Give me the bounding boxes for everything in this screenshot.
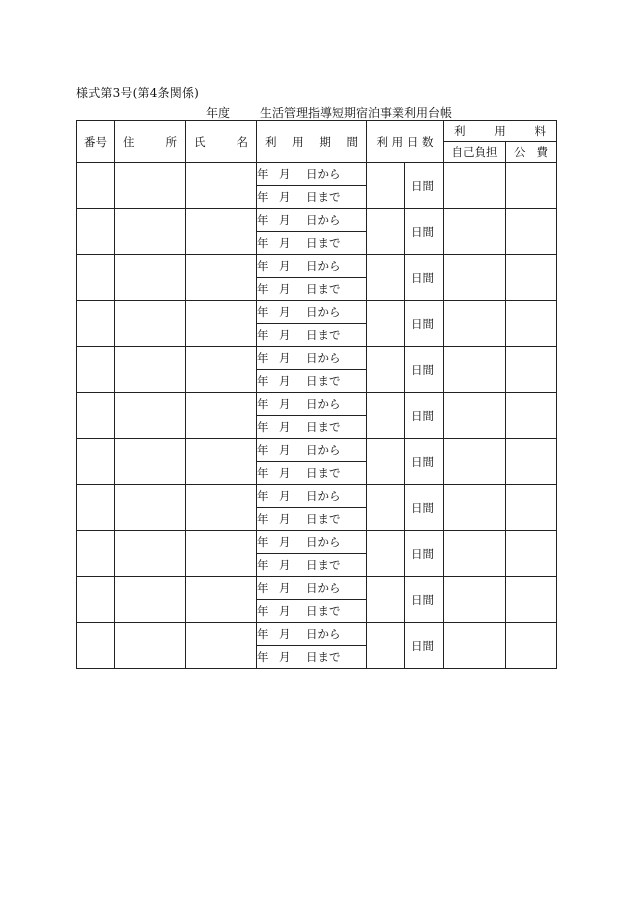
table-row (77, 301, 557, 324)
cell-number[interactable] (77, 393, 115, 439)
col-header-address: 住 所 (115, 121, 186, 163)
table-row (77, 209, 557, 232)
cell-period-from[interactable]: 年 月 日から (257, 439, 367, 462)
cell-number[interactable] (77, 301, 115, 347)
cell-name[interactable] (186, 347, 257, 393)
table-row (77, 255, 557, 278)
cell-period-to[interactable]: 年 月 日まで (257, 278, 367, 301)
cell-days-unit: 日間 (405, 301, 444, 347)
cell-period-from[interactable]: 年 月 日から (257, 347, 367, 370)
cell-name[interactable] (186, 577, 257, 623)
cell-days-unit: 日間 (405, 439, 444, 485)
table-row (77, 347, 557, 370)
cell-period-to[interactable]: 年 月 日まで (257, 186, 367, 209)
cell-address[interactable] (115, 393, 186, 439)
cell-period-from[interactable]: 年 月 日から (257, 209, 367, 232)
cell-number[interactable] (77, 623, 115, 669)
cell-days-unit: 日間 (405, 623, 444, 669)
cell-period-from[interactable]: 年 月 日から (257, 485, 367, 508)
cell-self-pay[interactable] (444, 439, 506, 485)
table-row (77, 623, 557, 646)
cell-days-blank[interactable] (367, 393, 405, 439)
cell-address[interactable] (115, 255, 186, 301)
cell-address[interactable] (115, 163, 186, 209)
cell-self-pay[interactable] (444, 393, 506, 439)
cell-name[interactable] (186, 255, 257, 301)
cell-number[interactable] (77, 577, 115, 623)
cell-number[interactable] (77, 439, 115, 485)
col-header-name: 氏 名 (186, 121, 257, 163)
cell-name[interactable] (186, 209, 257, 255)
col-header-self-pay: 自己負担 (444, 142, 506, 163)
cell-period-from[interactable]: 年 月 日から (257, 577, 367, 600)
cell-period-to[interactable]: 年 月 日まで (257, 646, 367, 669)
cell-days-blank[interactable] (367, 347, 405, 393)
cell-number[interactable] (77, 209, 115, 255)
cell-public[interactable] (506, 301, 557, 347)
cell-name[interactable] (186, 163, 257, 209)
cell-period-to[interactable]: 年 月 日まで (257, 324, 367, 347)
cell-days-unit: 日間 (405, 485, 444, 531)
cell-self-pay[interactable] (444, 623, 506, 669)
cell-days-unit: 日間 (405, 163, 444, 209)
table-row (77, 577, 557, 600)
form-number: 様式第3号(第4条関係) (76, 86, 200, 100)
col-header-fee: 利 用 料 (444, 121, 557, 142)
cell-public[interactable] (506, 393, 557, 439)
table-row (77, 439, 557, 462)
cell-number[interactable] (77, 531, 115, 577)
cell-public[interactable] (506, 439, 557, 485)
col-header-days: 利 用 日 数 (367, 121, 444, 163)
cell-public[interactable] (506, 163, 557, 209)
cell-period-from[interactable]: 年 月 日から (257, 301, 367, 324)
cell-address[interactable] (115, 577, 186, 623)
cell-self-pay[interactable] (444, 347, 506, 393)
cell-period-to[interactable]: 年 月 日まで (257, 462, 367, 485)
cell-days-blank[interactable] (367, 209, 405, 255)
cell-days-unit: 日間 (405, 531, 444, 577)
col-header-number: 番号 (77, 121, 115, 163)
cell-days-unit: 日間 (405, 347, 444, 393)
cell-days-blank[interactable] (367, 439, 405, 485)
cell-period-to[interactable]: 年 月 日まで (257, 554, 367, 577)
cell-period-from[interactable]: 年 月 日から (257, 623, 367, 646)
cell-period-from[interactable]: 年 月 日から (257, 531, 367, 554)
cell-days-unit: 日間 (405, 255, 444, 301)
cell-address[interactable] (115, 347, 186, 393)
cell-days-blank[interactable] (367, 577, 405, 623)
table-row (77, 393, 557, 416)
cell-number[interactable] (77, 485, 115, 531)
cell-address[interactable] (115, 209, 186, 255)
cell-address[interactable] (115, 531, 186, 577)
col-header-period: 利 用 期 間 (257, 121, 367, 163)
ledger-title-text: 生活管理指導短期宿泊事業利用台帳 (260, 106, 453, 120)
cell-period-to[interactable]: 年 月 日まで (257, 370, 367, 393)
cell-self-pay[interactable] (444, 255, 506, 301)
cell-period-from[interactable]: 年 月 日から (257, 163, 367, 186)
cell-name[interactable] (186, 439, 257, 485)
cell-name[interactable] (186, 623, 257, 669)
cell-address[interactable] (115, 623, 186, 669)
cell-period-from[interactable]: 年 月 日から (257, 393, 367, 416)
cell-days-unit: 日間 (405, 209, 444, 255)
cell-name[interactable] (186, 531, 257, 577)
cell-period-to[interactable]: 年 月 日まで (257, 416, 367, 439)
cell-public[interactable] (506, 255, 557, 301)
cell-name[interactable] (186, 301, 257, 347)
cell-address[interactable] (115, 301, 186, 347)
cell-days-blank[interactable] (367, 485, 405, 531)
cell-public[interactable] (506, 347, 557, 393)
cell-days-blank[interactable] (367, 255, 405, 301)
cell-period-to[interactable]: 年 月 日まで (257, 232, 367, 255)
col-header-public: 公 費 (506, 142, 557, 163)
cell-period-to[interactable]: 年 月 日まで (257, 508, 367, 531)
cell-public[interactable] (506, 623, 557, 669)
fiscal-year-label: 年度 (206, 106, 231, 120)
cell-address[interactable] (115, 485, 186, 531)
header-row (77, 121, 557, 142)
table-row (77, 485, 557, 508)
cell-days-blank[interactable] (367, 301, 405, 347)
cell-days-unit: 日間 (405, 577, 444, 623)
cell-number[interactable] (77, 347, 115, 393)
cell-public[interactable] (506, 485, 557, 531)
cell-number[interactable] (77, 163, 115, 209)
cell-days-blank[interactable] (367, 623, 405, 669)
cell-days-unit: 日間 (405, 393, 444, 439)
cell-address[interactable] (115, 439, 186, 485)
cell-period-from[interactable]: 年 月 日から (257, 255, 367, 278)
cell-public[interactable] (506, 209, 557, 255)
cell-public[interactable] (506, 531, 557, 577)
table-row (77, 531, 557, 554)
cell-self-pay[interactable] (444, 163, 506, 209)
usage-ledger-table (76, 120, 557, 669)
cell-days-blank[interactable] (367, 531, 405, 577)
cell-days-blank[interactable] (367, 163, 405, 209)
cell-self-pay[interactable] (444, 577, 506, 623)
table-row (77, 163, 557, 186)
cell-period-to[interactable]: 年 月 日まで (257, 600, 367, 623)
cell-self-pay[interactable] (444, 301, 506, 347)
cell-name[interactable] (186, 485, 257, 531)
cell-self-pay[interactable] (444, 531, 506, 577)
cell-self-pay[interactable] (444, 209, 506, 255)
ledger-title (206, 104, 452, 121)
cell-public[interactable] (506, 577, 557, 623)
cell-self-pay[interactable] (444, 485, 506, 531)
cell-number[interactable] (77, 255, 115, 301)
cell-name[interactable] (186, 393, 257, 439)
